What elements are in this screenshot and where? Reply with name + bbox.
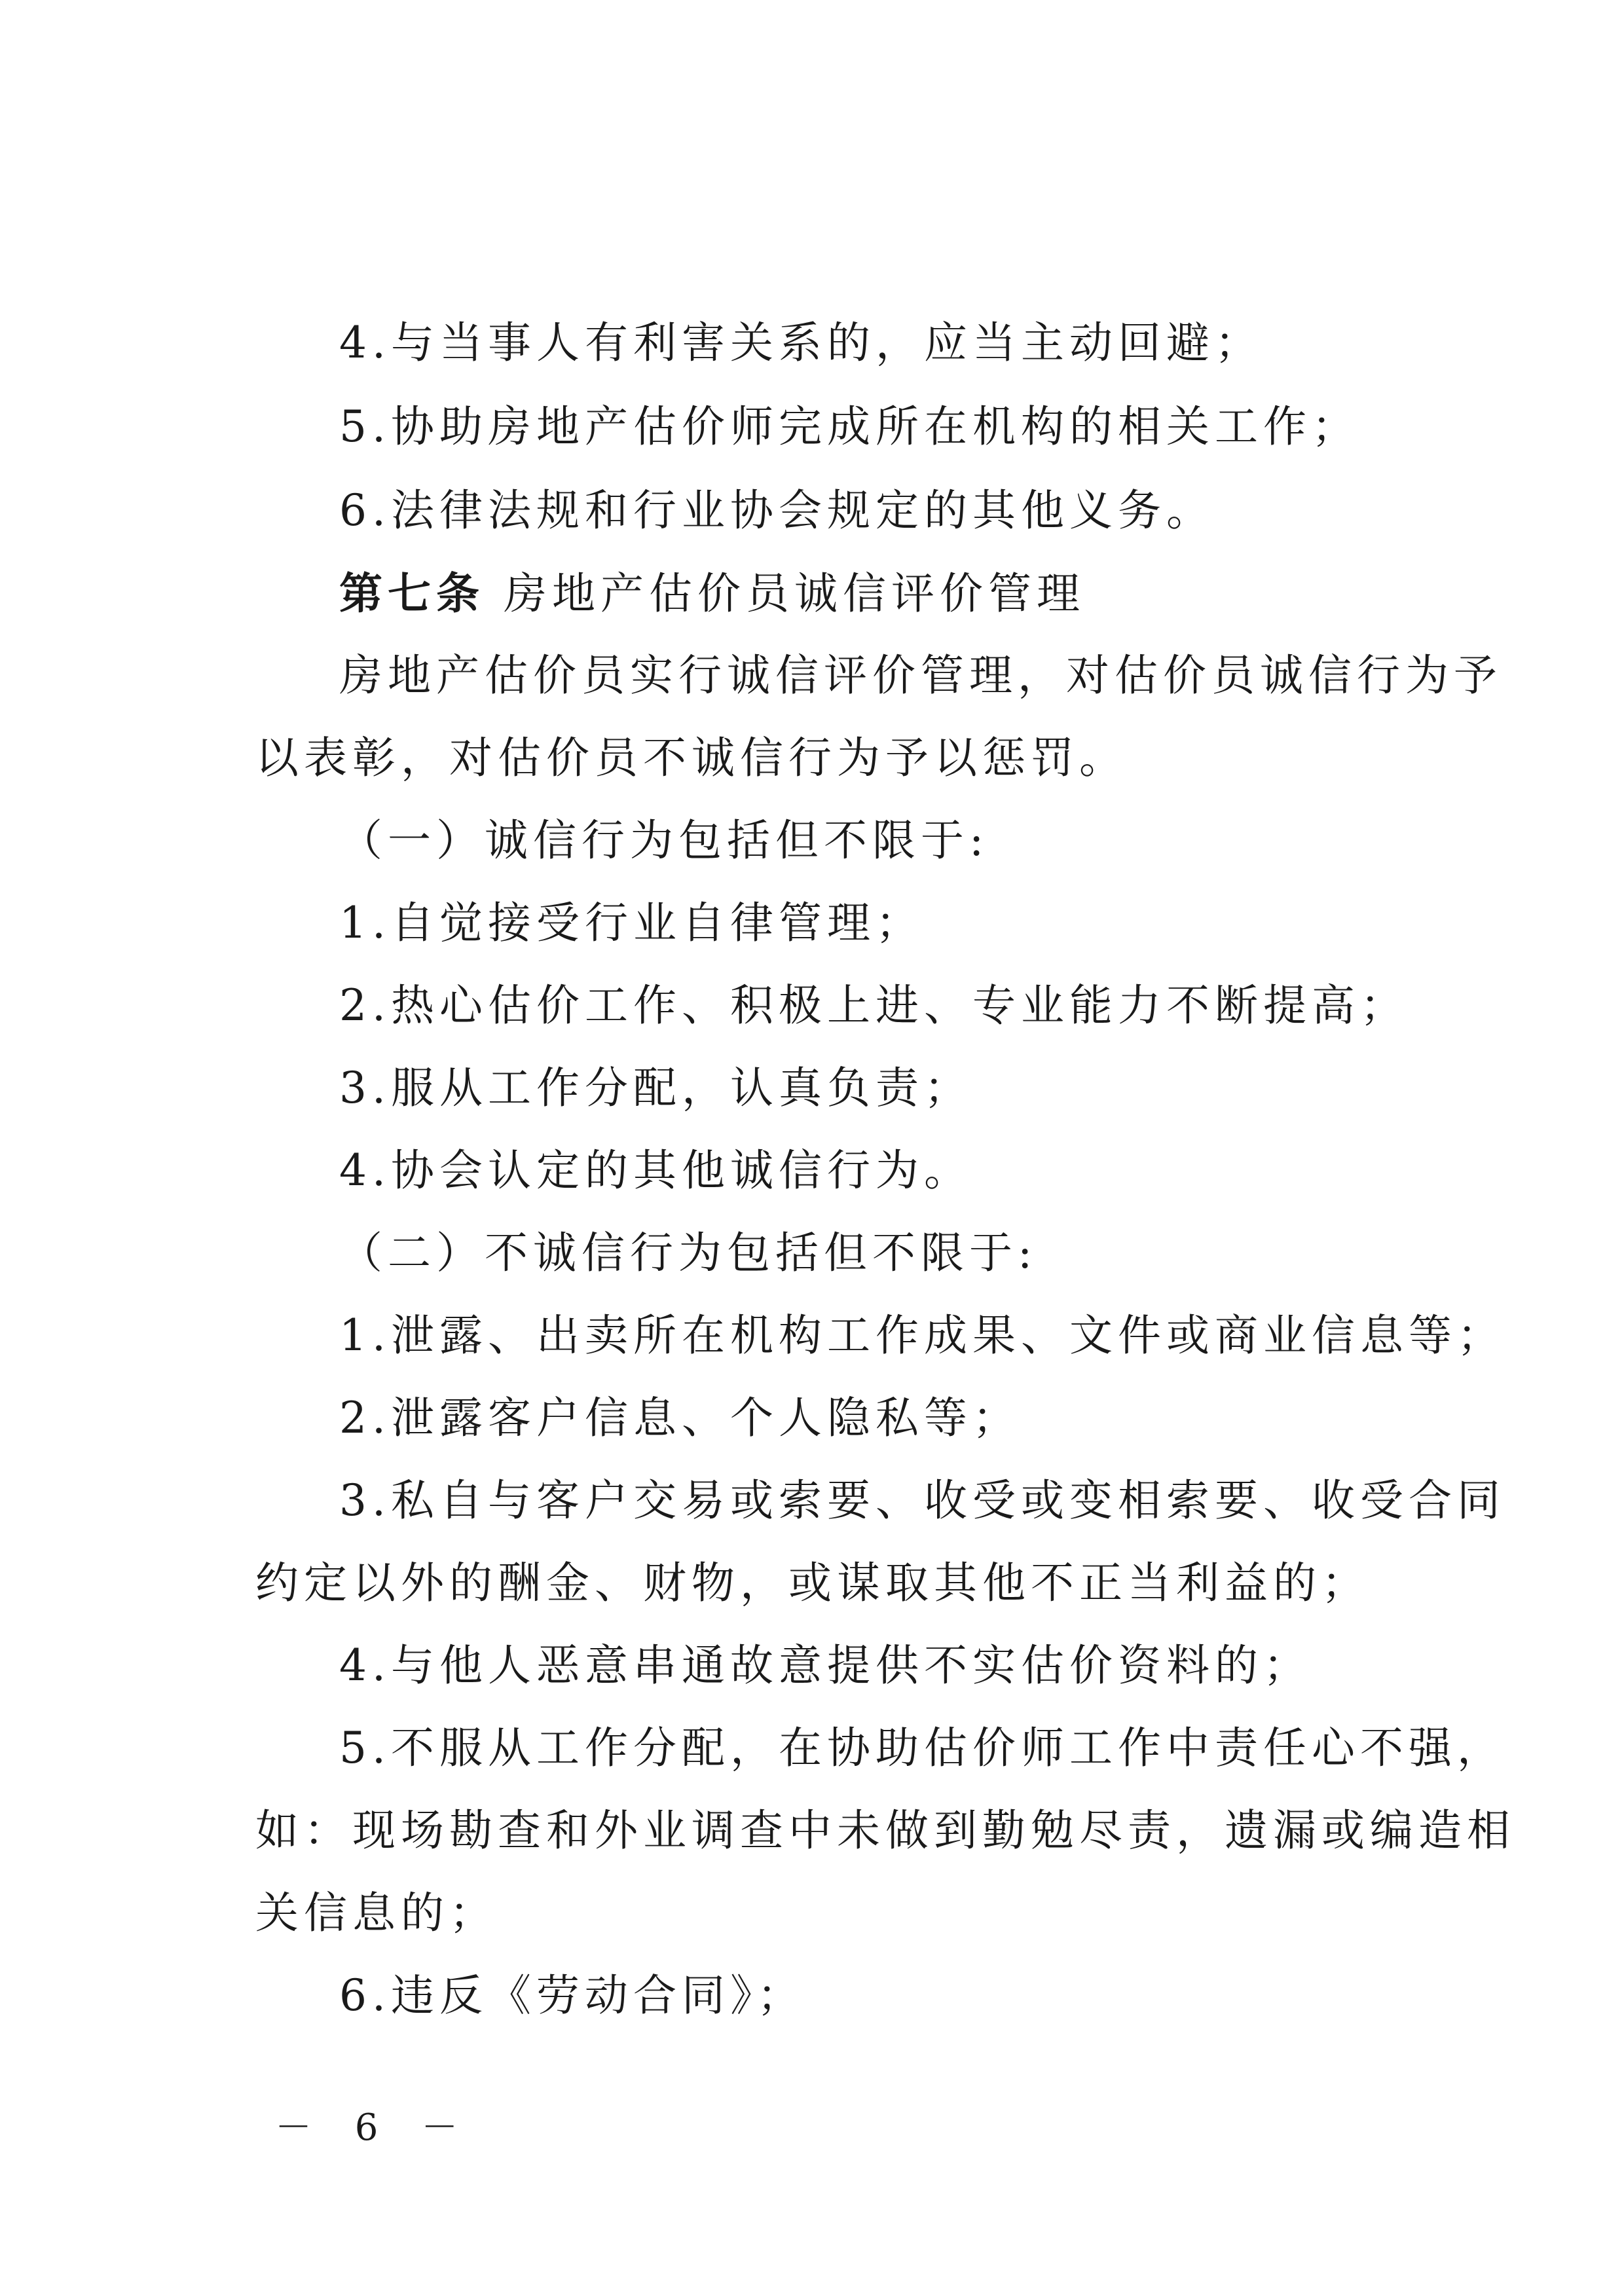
- dishonest-item-2: 2.泄露客户信息、个人隐私等；: [339, 1393, 1021, 1443]
- dishonest-item-6: 6.违反《劳动合同》；: [339, 1970, 805, 2021]
- dishonest-item-4: 4.与他人恶意串通故意提供不实估价资料的；: [339, 1640, 1312, 1691]
- dishonest-item-5-line-1: 5.不服从工作分配，在协助估价师工作中责任心不强，: [339, 1723, 1505, 1773]
- obligation-item-4: 4.与当事人有利害关系的，应当主动回避；: [339, 318, 1263, 368]
- dishonest-item-5-line-3: 关信息的；: [255, 1888, 498, 1938]
- obligation-item-6: 6.法律法规和行业协会规定的其他义务。: [339, 485, 1215, 536]
- dishonest-item-5-line-2: 如：现场勘查和外业调查中未做到勤勉尽责，遗漏或编造相: [255, 1805, 1515, 1856]
- article-paragraph-line-1: 房地产估价员实行诚信评价管理，对估价员诚信行为予: [339, 650, 1502, 701]
- article-heading: [339, 567, 1085, 620]
- article-number: 第七条: [339, 568, 485, 619]
- integrity-item-1: 1.自觉接受行业自律管理；: [339, 898, 924, 948]
- dishonest-item-3-line-2: 约定以外的酬金、财物，或谋取其他不正当利益的；: [255, 1558, 1370, 1608]
- integrity-item-2: 2.热心估价工作、积极上进、专业能力不断提高；: [339, 980, 1409, 1031]
- dishonest-section-heading: （二）不诚信行为包括但不限于:: [339, 1228, 1038, 1278]
- integrity-item-3: 3.服从工作分配，认真负责；: [339, 1063, 972, 1113]
- article-title: 房地产估价员诚信评价管理: [503, 568, 1085, 619]
- article-paragraph-line-2: 以表彰，对估价员不诚信行为予以惩罚。: [255, 733, 1128, 783]
- dishonest-item-3-line-1: 3.私自与客户交易或索要、收受或变相索要、收受合同: [339, 1475, 1505, 1526]
- obligation-item-5: 5.协助房地产估价师完成所在机构的相关工作；: [339, 401, 1360, 452]
- page-number: － 6 －: [275, 2106, 474, 2149]
- integrity-section-heading: （一）诚信行为包括但不限于:: [339, 815, 989, 866]
- dishonest-item-1: 1.泄露、出卖所在机构工作成果、文件或商业信息等；: [339, 1310, 1505, 1361]
- integrity-item-4: 4.协会认定的其他诚信行为。: [339, 1145, 972, 1196]
